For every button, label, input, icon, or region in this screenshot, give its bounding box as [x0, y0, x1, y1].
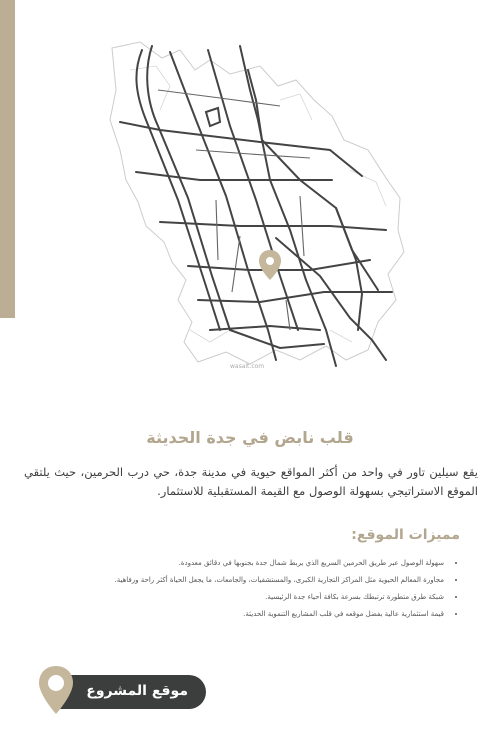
map-credit: wasalt.com	[230, 363, 265, 370]
section-headline: قلب نابض في جدة الحديثة	[146, 428, 354, 447]
intro-paragraph: يقع سيلين تاور في واحد من أكثر المواقع حيوية في مدينة جدة، حي درب الحرمين، حيث يلتقي الموقع الاستراتيجي بسهولة الوصول مع القيمة المستقبلية للاستثمار.	[24, 465, 478, 498]
feature-item: • شبكة طرق متطورة ترتبطك بسرعة بكافة أحياء جدة الرئيسية.	[70, 589, 446, 606]
features-list	[70, 555, 460, 623]
road-network	[120, 46, 392, 366]
project-location-label: موقع المشروع	[86, 683, 188, 699]
feature-item: • قيمة استثمارية عالية بفضل موقعه في قلب المشاريع التنموية الحديثة.	[70, 606, 446, 623]
location-map	[100, 30, 410, 375]
feature-item: • سهولة الوصول عبر طريق الحرمين السريع الذي يربط شمال جدة بجنوبها في دقائق معدودة.	[70, 555, 446, 572]
decorative-side-bar	[0, 0, 15, 318]
features-title: مميزات الموقع:	[351, 527, 460, 543]
feature-item: • مجاورة المعالم الحيوية مثل المراكز التجارية الكبرى، والمستشفيات، والجامعات، ما يجعل الحياة أكثر راحة ورفاهية.	[70, 572, 446, 589]
location-pin-icon	[259, 250, 281, 280]
map-pin-icon	[38, 665, 74, 715]
